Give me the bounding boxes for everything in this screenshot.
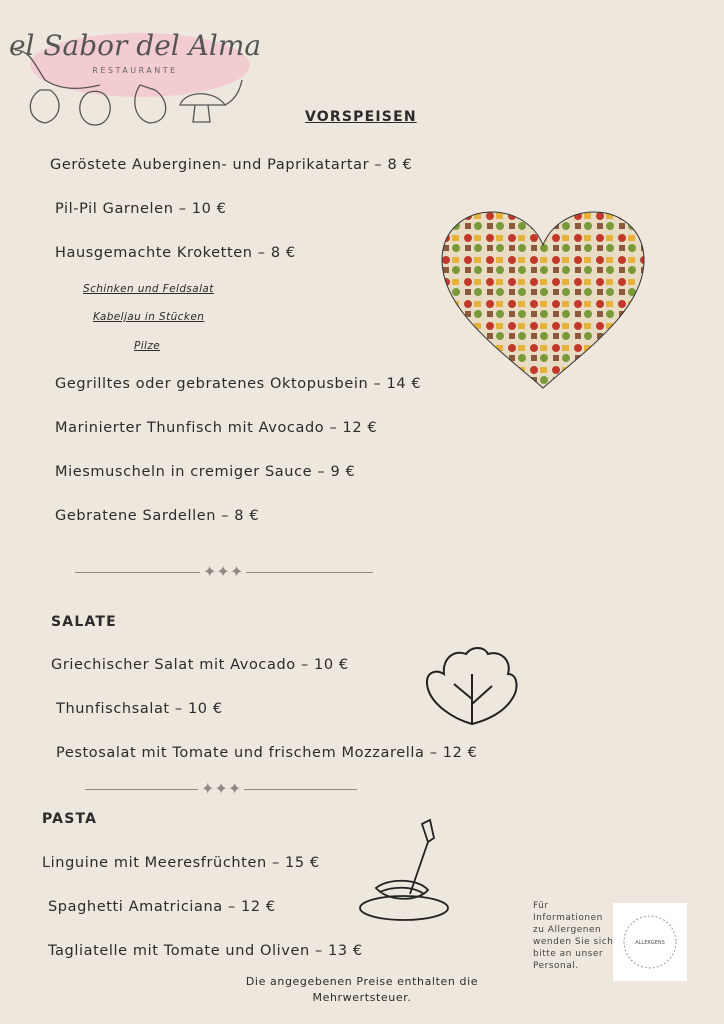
allergen-note: Für Informationen zu Allergenen wenden Sie sich bitte an unser Personal. — [533, 901, 614, 971]
menu-item: Geröstete Auberginen- und Paprikatartar – 8 € — [50, 157, 413, 173]
logo-illustration — [10, 10, 260, 135]
footer-line: Mehrwertsteuer. — [312, 991, 412, 1004]
menu-item: Miesmuscheln in cremiger Sauce – 9 € — [55, 464, 356, 480]
kroketten-option: Schinken und Feldsalat — [83, 283, 214, 295]
section-title-vorspeisen: VORSPEISEN — [305, 109, 417, 125]
menu-item: Pestosalat mit Tomate und frischem Mozzarella – 12 € — [56, 745, 478, 761]
restaurant-logo — [10, 10, 260, 135]
menu-item: Marinierter Thunfisch mit Avocado – 12 € — [55, 420, 378, 436]
section-title-pasta: PASTA — [42, 811, 98, 827]
lettuce-icon — [424, 644, 520, 732]
menu-item: Pil-Pil Garnelen – 10 € — [55, 201, 227, 217]
footer-note — [212, 974, 512, 1006]
kroketten-option: Pilze — [134, 340, 161, 352]
menu-item: Spaghetti Amatriciana – 12 € — [48, 899, 276, 915]
menu-item: Griechischer Salat mit Avocado – 10 € — [51, 657, 349, 673]
menu-item: Gebratene Sardellen – 8 € — [55, 508, 260, 524]
allergen-badge-image — [613, 903, 687, 981]
sparkle-icon: ✦✦✦ — [200, 562, 246, 581]
section-title-salate: SALATE — [51, 614, 117, 630]
svg-text:RESTAURANTE: RESTAURANTE — [92, 66, 178, 75]
menu-item: Gegrilltes oder gebratenes Oktopusbein – 14 € — [55, 376, 422, 392]
kroketten-option: Kabeljau in Stücken — [93, 311, 205, 323]
pasta-fork-icon — [358, 816, 452, 930]
heart-illustration — [440, 210, 646, 390]
allergen-badge-label: ALLERGENS — [635, 940, 665, 946]
footer-line: Die angegebenen Preise enthalten die — [245, 975, 479, 988]
sparkle-icon: ✦✦✦ — [198, 779, 244, 798]
svg-text:el Sabor del Alma: el Sabor del Alma — [10, 29, 260, 62]
menu-item: Hausgemachte Kroketten – 8 € — [55, 245, 296, 261]
menu-item: Thunfischsalat – 10 € — [56, 701, 223, 717]
menu-item: Linguine mit Meeresfrüchten – 15 € — [42, 855, 320, 871]
menu-item: Tagliatelle mit Tomate und Oliven – 13 € — [48, 943, 363, 959]
